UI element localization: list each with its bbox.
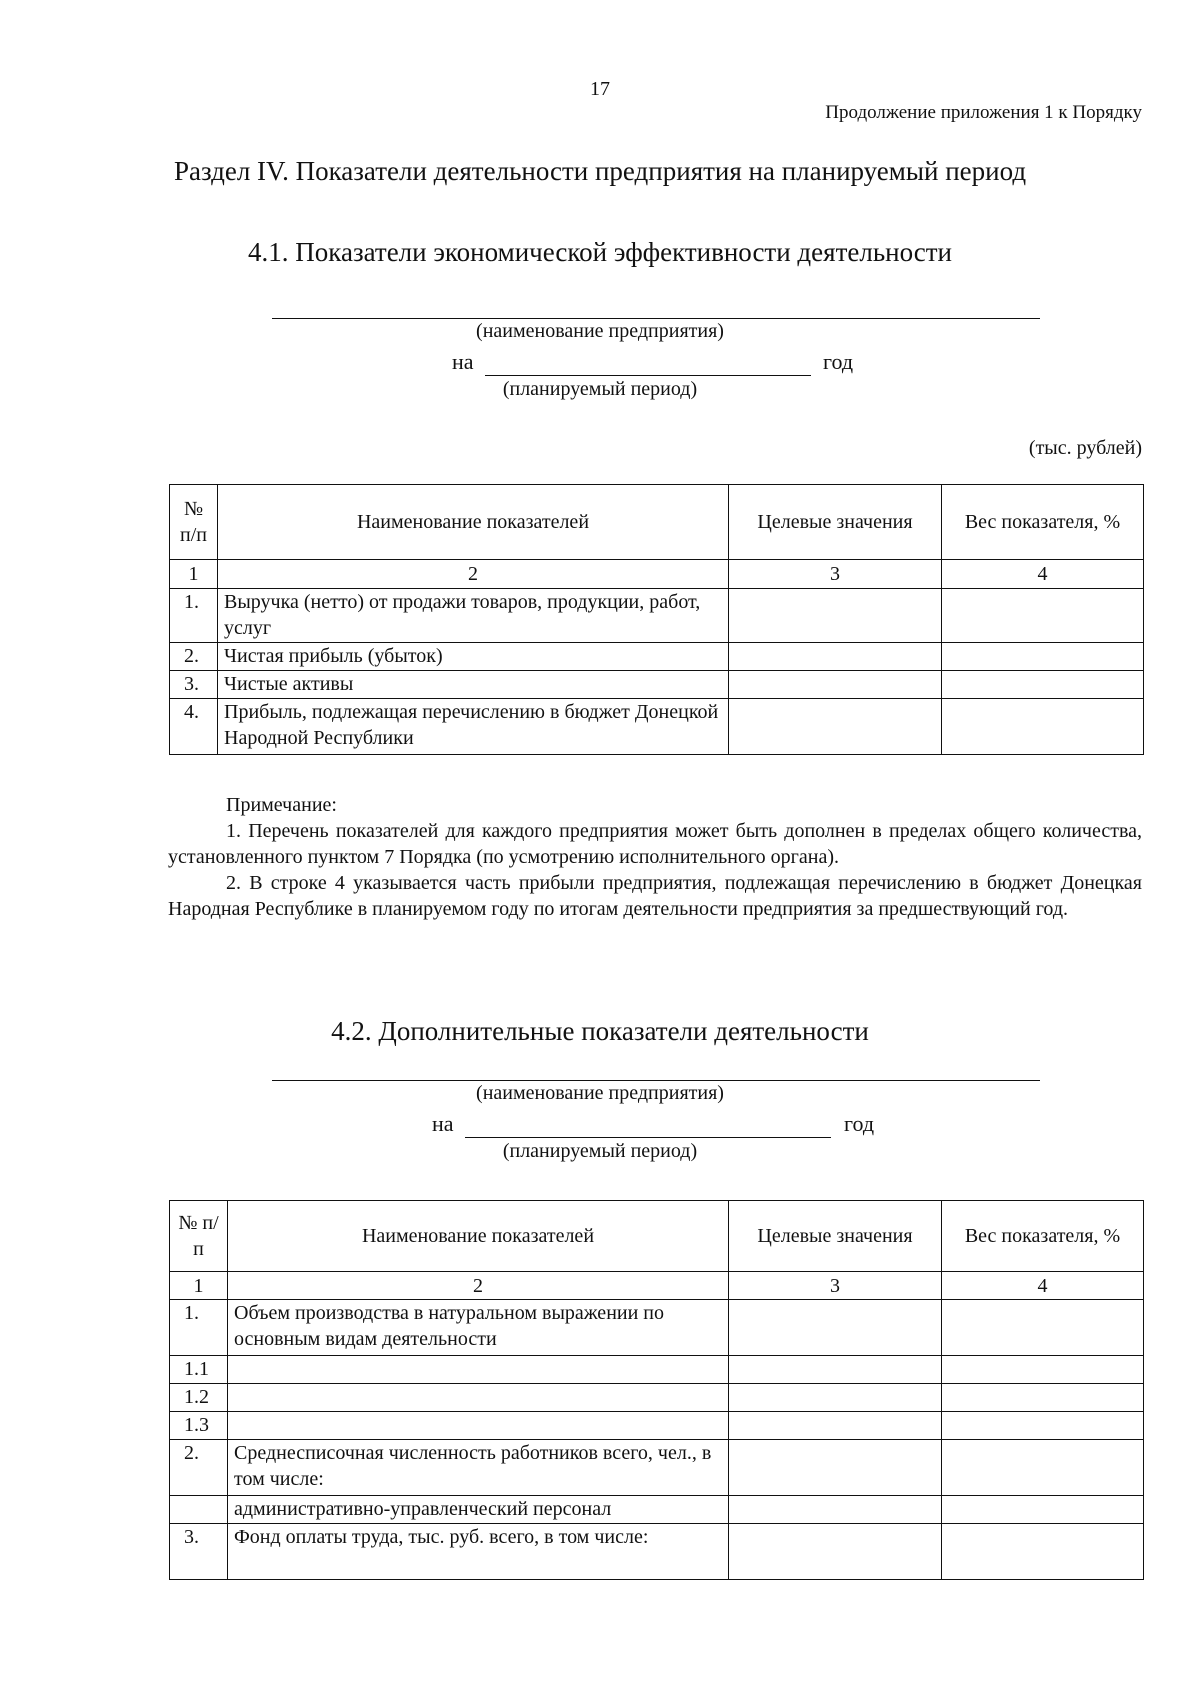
row-weight xyxy=(942,1384,1144,1412)
table-row xyxy=(170,1440,1144,1496)
s41-period-line xyxy=(485,375,811,376)
s42-enterprise-caption: (наименование предприятия) xyxy=(476,1082,724,1104)
row-num: 2. xyxy=(170,1440,228,1496)
row-target xyxy=(729,1496,942,1524)
row-weight xyxy=(942,1440,1144,1496)
s41-enterprise-line xyxy=(272,318,1040,319)
row-num: 4. xyxy=(170,699,218,755)
row-target xyxy=(729,589,942,643)
notes-heading: Примечание: xyxy=(226,794,337,816)
row-weight xyxy=(942,671,1144,699)
table-row xyxy=(170,1356,1144,1384)
colnum-2: 2 xyxy=(228,1272,729,1300)
colnum-4: 4 xyxy=(942,560,1144,589)
table-row xyxy=(170,1412,1144,1440)
s42-na-label: на xyxy=(432,1111,454,1136)
s42-header-row xyxy=(170,1201,1144,1272)
row-weight xyxy=(942,643,1144,671)
table-row xyxy=(170,1384,1144,1412)
row-name: Фонд оплаты труда, тыс. руб. всего, в том числе: xyxy=(228,1524,729,1580)
row-weight xyxy=(942,1356,1144,1384)
s41-enterprise-caption: (наименование предприятия) xyxy=(476,320,724,342)
s41-header-row xyxy=(170,485,1144,560)
colnum-1: 1 xyxy=(170,560,218,589)
table-row xyxy=(170,1496,1144,1524)
row-name: Объем производства в натуральном выражении по основным видам деятельности xyxy=(228,1300,729,1356)
colnum-1: 1 xyxy=(170,1272,228,1300)
row-target xyxy=(729,671,942,699)
row-num: 1.2 xyxy=(170,1384,228,1412)
s42-table xyxy=(169,1200,1144,1580)
row-num: 1. xyxy=(170,1300,228,1356)
row-num: 1. xyxy=(170,589,218,643)
row-weight xyxy=(942,1300,1144,1356)
s41-na-label: на xyxy=(452,349,474,374)
s42-god-label: год xyxy=(844,1111,875,1136)
s41-title: 4.1. Показатели экономической эффективности деятельности xyxy=(248,237,952,267)
row-target xyxy=(729,1412,942,1440)
row-target xyxy=(729,1524,942,1580)
table-row xyxy=(170,643,1144,671)
row-num: 1.1 xyxy=(170,1356,228,1384)
row-weight xyxy=(942,589,1144,643)
row-weight xyxy=(942,1524,1144,1580)
row-name xyxy=(228,1356,729,1384)
header-num: № п/п xyxy=(170,485,218,560)
s41-units: (тыс. рублей) xyxy=(1028,437,1142,459)
page-number: 17 xyxy=(590,78,610,100)
row-num: 3. xyxy=(170,1524,228,1580)
row-target xyxy=(729,1300,942,1356)
colnum-2: 2 xyxy=(218,560,729,589)
note-item: 2. В строке 4 указывается часть прибыли предприятия, подлежащая перечислению в бюджет Донецкая Народная Республике в планируемом году по итогам деятельности предприятия за предшествующий год. xyxy=(168,872,1142,920)
table-row xyxy=(170,671,1144,699)
s42-colnum-row xyxy=(170,1272,1144,1300)
s41-god-label: год xyxy=(823,349,854,374)
row-num: 1.3 xyxy=(170,1412,228,1440)
row-weight xyxy=(942,1412,1144,1440)
row-name: Выручка (нетто) от продажи товаров, продукции, работ, услуг xyxy=(218,589,729,643)
row-name: Чистая прибыль (убыток) xyxy=(218,643,729,671)
row-name: административно-управленческий персонал xyxy=(228,1496,729,1524)
note-item: 1. Перечень показателей для каждого предприятия может быть дополнен в пределах общего количества, установленного пунктом 7 Порядка (по усмотрению исполнительного органа). xyxy=(168,820,1142,868)
table-row xyxy=(170,1524,1144,1580)
row-target xyxy=(729,1356,942,1384)
header-name: Наименование показателей xyxy=(228,1201,729,1272)
table-row xyxy=(170,589,1144,643)
header-weight: Вес показателя, % xyxy=(942,1201,1144,1272)
row-target xyxy=(729,1440,942,1496)
header-target: Целевые значения xyxy=(729,1201,942,1272)
row-target xyxy=(729,1384,942,1412)
row-weight xyxy=(942,699,1144,755)
continuation-label: Продолжение приложения 1 к Порядку xyxy=(825,102,1142,123)
s41-colnum-row xyxy=(170,560,1144,589)
row-name xyxy=(228,1412,729,1440)
colnum-4: 4 xyxy=(942,1272,1144,1300)
row-target xyxy=(729,643,942,671)
row-num xyxy=(170,1496,228,1524)
s41-period-caption: (планируемый период) xyxy=(502,378,698,400)
s42-period-line xyxy=(465,1137,831,1138)
table-row xyxy=(170,699,1144,755)
row-num: 3. xyxy=(170,671,218,699)
s42-period-caption: (планируемый период) xyxy=(502,1140,698,1162)
row-weight xyxy=(942,1496,1144,1524)
row-name: Среднесписочная численность работников всего, чел., в том числе: xyxy=(228,1440,729,1496)
header-name: Наименование показателей xyxy=(218,485,729,560)
s42-enterprise-line xyxy=(272,1080,1040,1081)
row-name: Прибыль, подлежащая перечислению в бюджет Донецкой Народной Республики xyxy=(218,699,729,755)
table-row xyxy=(170,1300,1144,1356)
notes-block xyxy=(168,792,1142,922)
row-name: Чистые активы xyxy=(218,671,729,699)
row-name xyxy=(228,1384,729,1412)
header-target: Целевые значения xyxy=(729,485,942,560)
row-target xyxy=(729,699,942,755)
colnum-3: 3 xyxy=(729,1272,942,1300)
s42-title: 4.2. Дополнительные показатели деятельности xyxy=(331,1016,869,1046)
header-weight: Вес показателя, % xyxy=(942,485,1144,560)
header-num: № п/п xyxy=(170,1201,228,1272)
section-title: Раздел IV. Показатели деятельности предприятия на планируемый период xyxy=(173,156,1027,186)
row-num: 2. xyxy=(170,643,218,671)
colnum-3: 3 xyxy=(729,560,942,589)
s41-table xyxy=(169,484,1144,755)
